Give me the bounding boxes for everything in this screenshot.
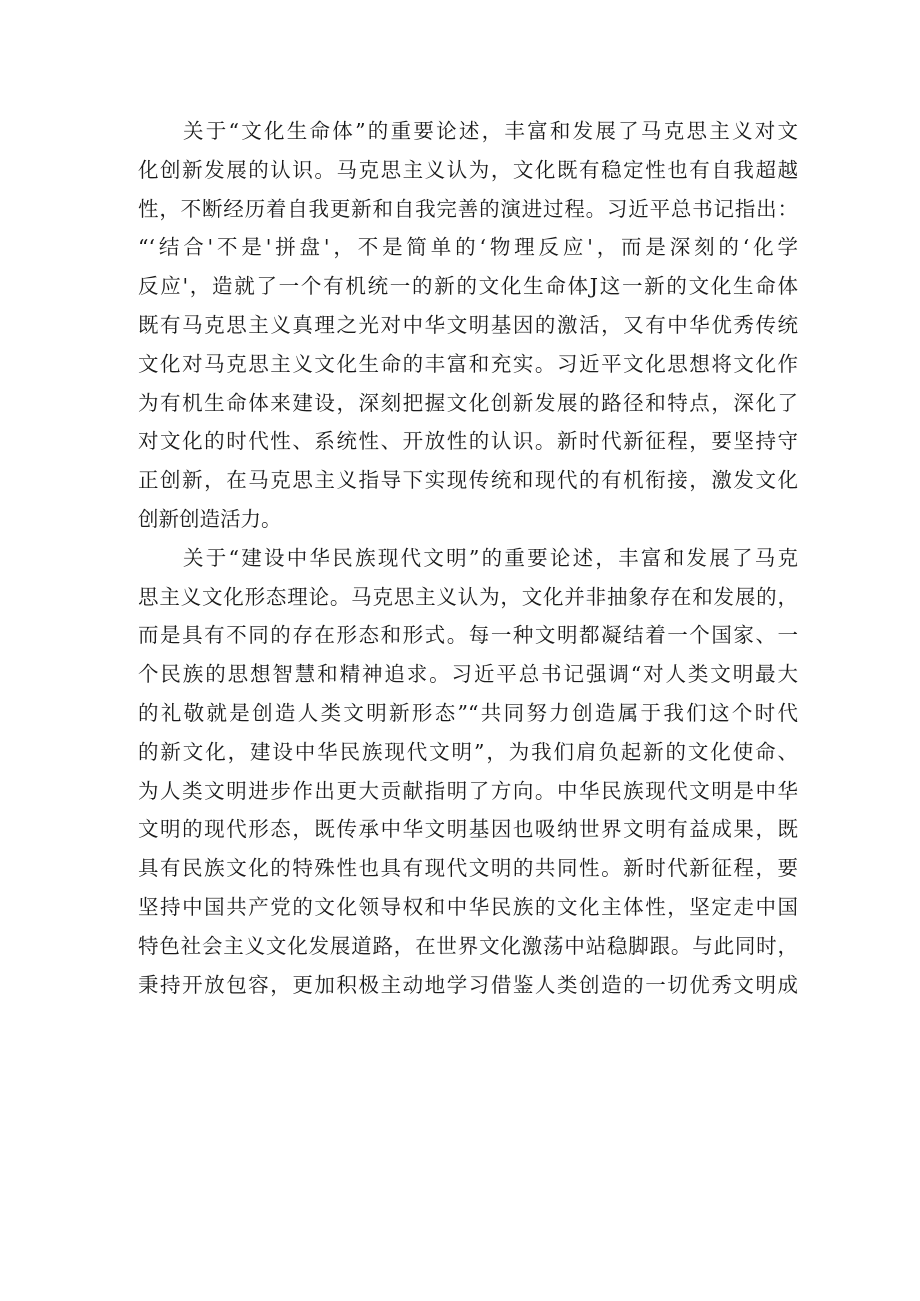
text-line: 正创新，在马克思主义指导下实现传统和现代的有机衔接，激发文化 <box>138 468 798 493</box>
document-body <box>138 112 798 1004</box>
text-line: 为有机生命体来建设，深刻把握文化创新发展的路径和特点，深化了 <box>138 390 798 415</box>
text-line: 而是具有不同的存在形态和形式。每一种文明都凝结着一个国家、一 <box>138 623 798 648</box>
text-line: 特色社会主义文化发展道路，在世界文化激荡中站稳脚跟。与此同时， <box>138 933 798 958</box>
text-line: 化创新发展的认识。马克思主义认为，文化既有稳定性也有自我超越 <box>138 157 798 182</box>
text-line: 思主义文化形态理论。马克思主义认为，文化并非抽象存在和发展的， <box>138 584 798 609</box>
text-line: “‘结合'不是'拼盘'，不是简单的‘物理反应'，而是深刻的‘化学 <box>138 235 798 260</box>
text-line: 创新创造活力。 <box>138 506 282 531</box>
text-line: 反应'，造就了一个有机统一的新的文化生命体J这一新的文化生命体 <box>138 274 798 299</box>
paragraph-cultural-life-body <box>138 112 798 539</box>
text-line: 文明的现代形态，既传承中华文明基因也吸纳世界文明有益成果，既 <box>138 817 798 842</box>
text-line: 个民族的思想智慧和精神追求。习近平总书记强调“对人类文明最大 <box>138 662 798 687</box>
text-line: 的礼敬就是创造人类文明新形态”“共同努力创造属于我们这个时代 <box>138 700 798 725</box>
text-line: 性，不断经历着自我更新和自我完善的演进过程。习近平总书记指出： <box>138 196 798 221</box>
text-line: 具有民族文化的特殊性也具有现代文明的共同性。新时代新征程，要 <box>138 856 798 881</box>
text-line: 秉持开放包容，更加积极主动地学习借鉴人类创造的一切优秀文明成 <box>138 972 798 997</box>
text-line: 为人类文明进步作出更大贡献指明了方向。中华民族现代文明是中华 <box>138 778 798 803</box>
text-line: 既有马克思主义真理之光对中华文明基因的激活，又有中华优秀传统 <box>138 312 798 337</box>
paragraph-modern-civilization <box>138 539 798 1005</box>
text-line: 关于“建设中华民族现代文明”的重要论述，丰富和发展了马克 <box>183 545 798 570</box>
text-line: 的新文化，建设中华民族现代文明”，为我们肩负起新的文化使命、 <box>138 739 798 764</box>
text-line: 坚持中国共产党的文化领导权和中华民族的文化主体性，坚定走中国 <box>138 894 798 919</box>
text-line: 文化对马克思主义文化生命的丰富和充实。习近平文化思想将文化作 <box>138 351 798 376</box>
text-line: 对文化的时代性、系统性、开放性的认识。新时代新征程，要坚持守 <box>138 429 798 454</box>
text-line: 关于“文化生命体”的重要论述，丰富和发展了马克思主义对文 <box>183 119 798 143</box>
